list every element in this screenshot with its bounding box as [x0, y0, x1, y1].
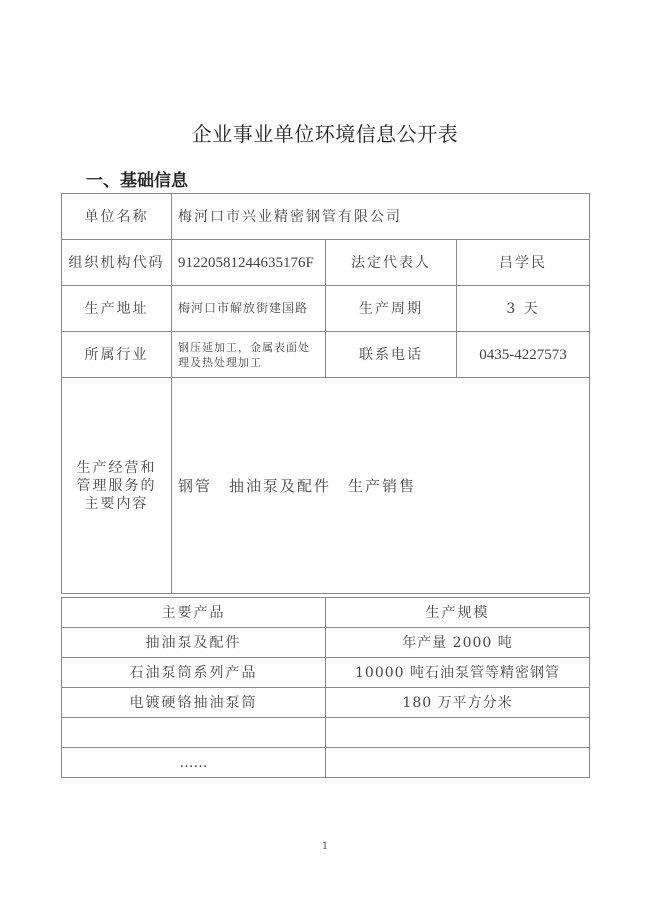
page-number: 1	[321, 841, 329, 852]
product-cell: 石油泵筒系列产品	[62, 658, 326, 688]
table-row	[62, 240, 590, 286]
unit-name-value: 梅河口市兴业精密钢管有限公司	[172, 194, 590, 240]
scale-cell: 年产量 2000 吨	[326, 628, 590, 658]
unit-name-label: 单位名称	[62, 194, 172, 240]
address-value: 梅河口市解放街建国路	[172, 286, 326, 332]
legal-rep-value: 吕学民	[457, 240, 590, 286]
table-row	[62, 688, 590, 718]
scale-cell	[326, 718, 590, 748]
document-title: 企业事业单位环境信息公开表	[191, 122, 459, 146]
table-row	[62, 658, 590, 688]
business-label: 生产经营和管理服务的主要内容	[62, 378, 172, 594]
table-row	[62, 332, 590, 378]
product-cell	[62, 718, 326, 748]
section-title: 一、基础信息	[86, 171, 188, 191]
products-table	[61, 597, 590, 778]
table-row	[62, 628, 590, 658]
cycle-label: 生产周期	[326, 286, 457, 332]
cycle-value: 3 天	[457, 286, 590, 332]
industry-label: 所属行业	[62, 332, 172, 378]
product-cell: 抽油泵及配件	[62, 628, 326, 658]
header-product: 主要产品	[62, 598, 326, 628]
address-label: 生产地址	[62, 286, 172, 332]
org-code-label: 组织机构代码	[62, 240, 172, 286]
legal-rep-label: 法定代表人	[326, 240, 457, 286]
header-scale: 生产规模	[326, 598, 590, 628]
phone-value: 0435-4227573	[457, 332, 590, 378]
product-cell: 电镀硬铬抽油泵筒	[62, 688, 326, 718]
table-header-row	[62, 598, 590, 628]
product-cell: ……	[62, 748, 326, 778]
business-value: 钢管 抽油泵及配件 生产销售	[172, 378, 590, 594]
scale-cell: 180 万平方分米	[326, 688, 590, 718]
table-row	[62, 286, 590, 332]
scale-cell: 10000 吨石油泵管等精密钢管	[326, 658, 590, 688]
table-row	[62, 378, 590, 594]
table-row	[62, 748, 590, 778]
basic-info-table	[61, 193, 590, 594]
scale-cell	[326, 748, 590, 778]
table-row	[62, 718, 590, 748]
industry-value: 钢压延加工，金属表面处理及热处理加工	[172, 332, 326, 378]
table-row	[62, 194, 590, 240]
phone-label: 联系电话	[326, 332, 457, 378]
org-code-value: 91220581244635176F	[172, 240, 326, 286]
